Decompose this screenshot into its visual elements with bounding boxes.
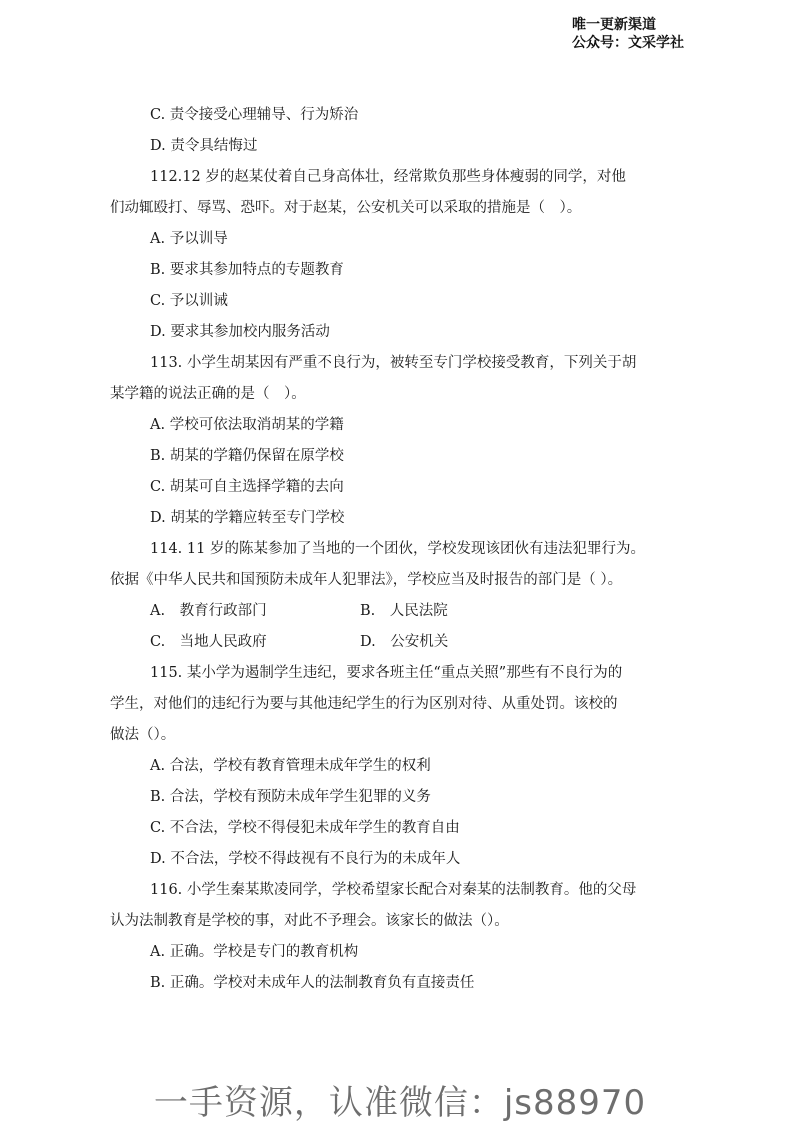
question-115-line-1: 115. 某小学为遏制学生违纪，要求各班主任“重点关照”那些有不良行为的 <box>150 665 623 681</box>
question-113-option-b: B. 胡某的学籍仍保留在原学校 <box>150 448 344 464</box>
question-112-option-c: C. 予以训诫 <box>150 293 228 309</box>
watermark-line-2: 公众号：文采学社 <box>572 35 684 51</box>
question-113-line-1: 113. 小学生胡某因有严重不良行为，被转至专门学校接受教育，下列关于胡 <box>150 355 637 371</box>
question-113-option-d: D. 胡某的学籍应转至专门学校 <box>150 510 345 526</box>
question-113-line-2: 某学籍的说法正确的是（ ）。 <box>110 386 306 402</box>
option-d-prev: D. 责令具结悔过 <box>150 138 258 154</box>
question-115-option-c: C. 不合法，学校不得侵犯未成年学生的教育自由 <box>150 820 460 836</box>
document-body <box>110 100 690 999</box>
watermark-bottom: 一手资源，认准微信：js88970 <box>153 1083 647 1123</box>
watermark-line-1: 唯一更新渠道 <box>572 17 656 33</box>
question-112-line-1: 112.12 岁的赵某仗着自己身高体壮，经常欺负那些身体瘦弱的同学，对他 <box>150 169 626 185</box>
question-112-option-d: D. 要求其参加校内服务活动 <box>150 324 330 340</box>
question-113-option-c: C. 胡某可自主选择学籍的去向 <box>150 479 344 495</box>
question-114-option-d: D. 公安机关 <box>360 634 449 650</box>
question-113-option-a: A. 学校可依法取消胡某的学籍 <box>150 417 344 433</box>
question-112-option-a: A. 予以训导 <box>150 231 228 247</box>
question-112-option-b: B. 要求其参加特点的专题教育 <box>150 262 344 278</box>
question-115-option-b: B. 合法，学校有预防未成年学生犯罪的义务 <box>150 789 431 805</box>
option-c-prev: C. 责令接受心理辅导、行为矫治 <box>150 107 359 123</box>
question-116-line-2: 认为法制教育是学校的事，对此不予理会。该家长的做法（）。 <box>110 913 509 929</box>
question-116-option-a: A. 正确。学校是专门的教育机构 <box>150 944 359 960</box>
question-116-option-b: B. 正确。学校对未成年人的法制教育负有直接责任 <box>150 975 475 991</box>
question-116-line-1: 116. 小学生秦某欺凌同学，学校希望家长配合对秦某的法制教育。他的父母 <box>150 882 637 898</box>
question-115-line-3: 做法（）。 <box>110 727 176 743</box>
question-114-line-1: 114. 11 岁的陈某参加了当地的一个团伙，学校发现该团伙有违法犯罪行为。 <box>150 541 645 557</box>
question-115-line-2: 学生，对他们的违纪行为要与其他违纪学生的行为区别对待、从重处罚。该校的 <box>110 696 618 712</box>
question-114-option-a: A. 教育行政部门 <box>150 603 267 619</box>
question-114-option-c: C. 当地人民政府 <box>150 634 267 650</box>
question-115-option-a: A. 合法，学校有教育管理未成年学生的权利 <box>150 758 431 774</box>
question-112-line-2: 们动辄殴打、辱骂、恐吓。对于赵某，公安机关可以采取的措施是（ ）。 <box>110 200 582 216</box>
question-114-line-2: 依据《中华人民共和国预防未成年人犯罪法》，学校应当及时报告的部门是（ ）。 <box>110 572 623 588</box>
question-114-options-row-2 <box>110 627 690 658</box>
watermark-top <box>572 16 772 52</box>
question-114-options-row-1 <box>110 596 690 627</box>
question-114-option-b: B. 人民法院 <box>360 603 448 619</box>
question-115-option-d: D. 不合法，学校不得歧视有不良行为的未成年人 <box>150 851 461 867</box>
